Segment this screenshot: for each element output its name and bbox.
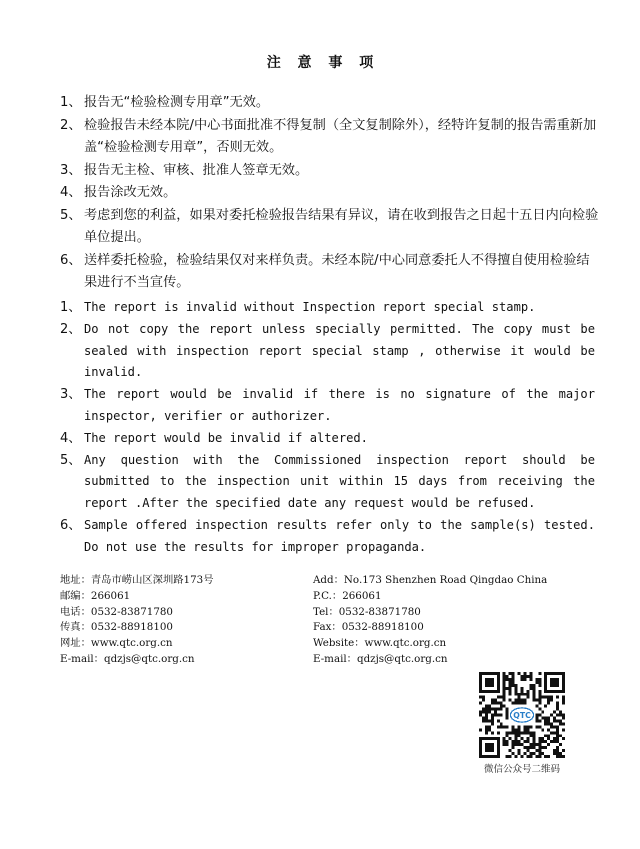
note-cn-4 bbox=[60, 182, 600, 205]
note-en-1 bbox=[60, 297, 595, 319]
note-en-5 bbox=[60, 450, 595, 515]
note-text: The report would be invalid if altered. bbox=[84, 430, 368, 445]
note-text: 报告无“检验检测专用章”无效。 bbox=[84, 95, 270, 110]
note-text: 考虑到您的利益，如果对委托检验报告结果有异议，请在收到报告之日起十五日内向检验单位提出。 bbox=[84, 207, 599, 245]
postcode-line: 邮编：266061 bbox=[60, 589, 131, 602]
note-number: 1、 bbox=[60, 300, 82, 315]
note-text: 检验报告未经本院/中心书面批准不得复制（全文复制除外），经特许复制的报告需重新加盖“检验检测专用章”，否则无效。 bbox=[84, 117, 597, 155]
note-text: Any question with the Commissioned inspection report should be submitted to the inspection unit within 15 days from receiving the report .After the specified date any request would be refused. bbox=[84, 452, 595, 511]
note-en-6 bbox=[60, 515, 595, 559]
notes-chinese bbox=[60, 92, 600, 295]
note-number: 4、 bbox=[60, 430, 82, 446]
note-number: 1、 bbox=[60, 95, 82, 110]
qtc-logo bbox=[509, 706, 535, 723]
note-cn-1 bbox=[60, 92, 600, 115]
qr-caption: 微信公众号二维码 bbox=[483, 764, 560, 775]
note-text: Do not copy the report unless specially permitted. The copy must be sealed with inspection report special stamp , otherwise it would be invalid. bbox=[84, 321, 595, 380]
note-en-3 bbox=[60, 384, 595, 428]
note-text: 报告涂改无效。 bbox=[84, 185, 177, 200]
phone-line: 电话：0532-83871780 bbox=[60, 605, 173, 618]
postcode-line: P.C.：266061 bbox=[313, 589, 382, 602]
email-line: E-mail：qdzjs@qtc.org.cn bbox=[313, 652, 448, 665]
website-line: 网址：www.qtc.org.cn bbox=[60, 637, 173, 650]
note-number: 2、 bbox=[60, 321, 82, 337]
phone-line: Tel：0532-83871780 bbox=[313, 605, 421, 618]
note-number: 5、 bbox=[60, 207, 82, 223]
fax-line: Fax：0532-88918100 bbox=[313, 621, 424, 634]
note-en-2 bbox=[60, 319, 595, 384]
note-text: The report is invalid without Inspection report special stamp. bbox=[84, 300, 536, 314]
qtc-logo-text: QTC bbox=[513, 710, 531, 720]
contact-info-english bbox=[313, 573, 583, 668]
note-number: 6、 bbox=[60, 252, 82, 268]
address-line: 地址：青岛市崂山区深圳路173号 bbox=[60, 574, 214, 586]
contact-info-chinese bbox=[60, 573, 300, 668]
notes-english bbox=[60, 297, 595, 559]
address-line: Add：No.173 Shenzhen Road Qingdao China bbox=[313, 574, 548, 586]
fax-line: 传真：0532-88918100 bbox=[60, 621, 173, 634]
note-text: 送样委托检验，检验结果仅对来样负责。未经本院/中心同意委托人不得擅自使用检验结果进行不当宣传。 bbox=[84, 252, 590, 290]
qr-code-icon bbox=[479, 672, 565, 758]
note-number: 6、 bbox=[60, 517, 82, 533]
note-number: 4、 bbox=[60, 185, 82, 200]
note-number: 3、 bbox=[60, 162, 82, 178]
note-number: 2、 bbox=[60, 117, 82, 133]
note-en-4 bbox=[60, 428, 595, 450]
note-cn-5 bbox=[60, 205, 600, 250]
note-text: Sample offered inspection results refer only to the sample(s) tested. Do not use the results for improper propaganda. bbox=[84, 517, 595, 554]
note-cn-3 bbox=[60, 160, 600, 183]
page-title: 注 意 事 项 bbox=[266, 55, 380, 71]
note-number: 5、 bbox=[60, 452, 82, 468]
email-line: E-mail：qdzjs@qtc.org.cn bbox=[60, 652, 195, 665]
note-cn-6 bbox=[60, 250, 600, 295]
note-text: 报告无主检、审核、批准人签章无效。 bbox=[84, 162, 309, 178]
note-cn-2 bbox=[60, 115, 600, 160]
wechat-qr-block bbox=[474, 672, 570, 775]
note-text: The report would be invalid if there is no signature of the major inspector, verifier or authorizer. bbox=[84, 387, 595, 423]
note-number: 3、 bbox=[60, 387, 82, 403]
website-line: Website：www.qtc.org.cn bbox=[313, 637, 447, 650]
